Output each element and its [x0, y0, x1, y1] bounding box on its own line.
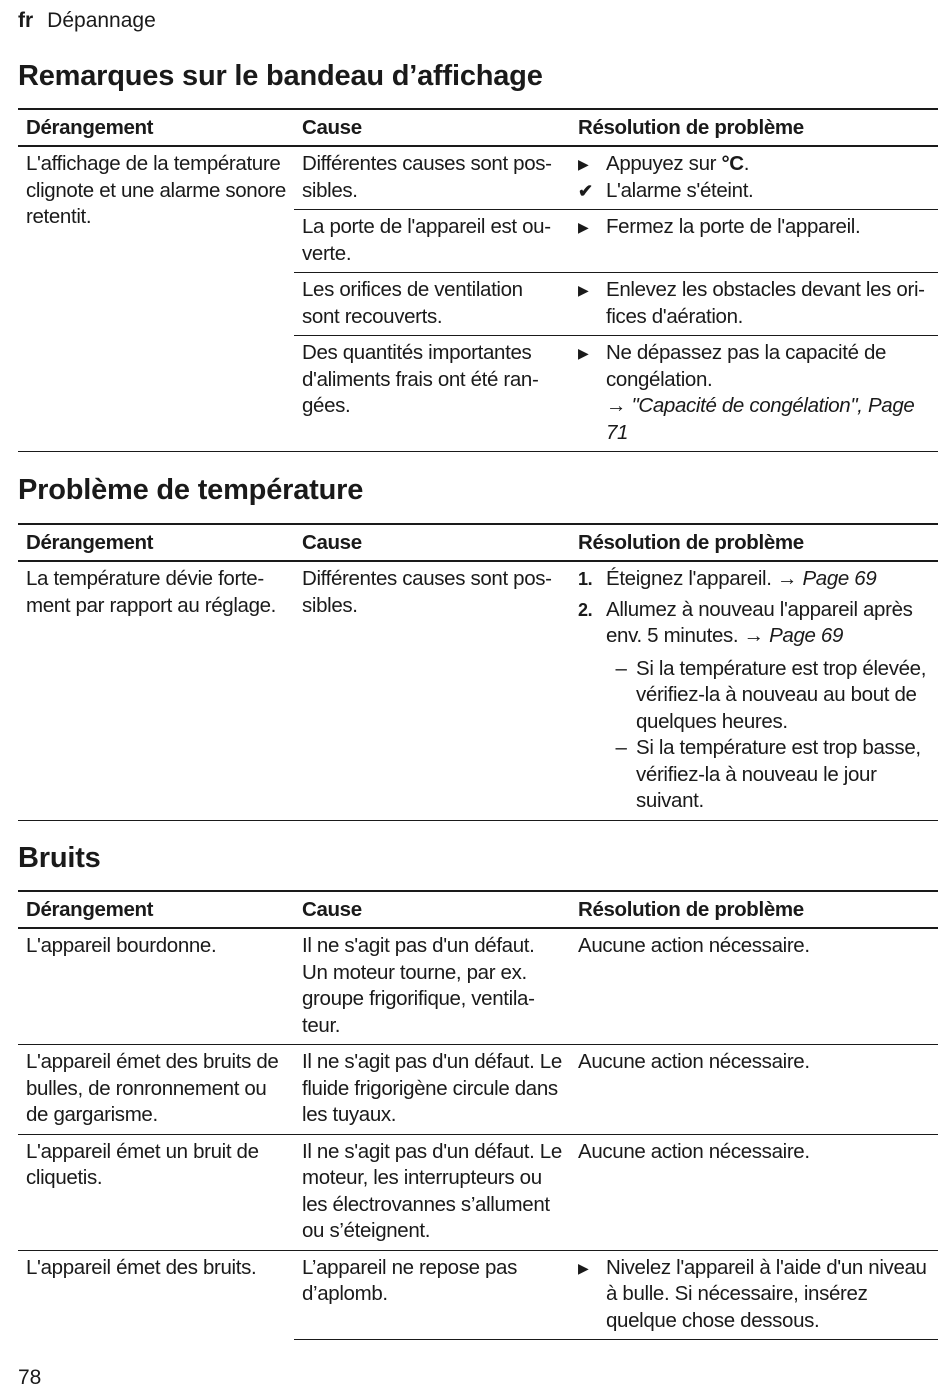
section-name: Dépannage — [47, 9, 156, 32]
solution-cell — [570, 336, 938, 452]
table-row — [18, 1134, 938, 1250]
section-title-display: Remarques sur le bandeau d’affichage — [18, 60, 543, 92]
solution-cell — [570, 146, 938, 210]
header-solution: Résolution de problème — [570, 891, 938, 928]
step-number: 1. — [578, 569, 593, 589]
header-solution: Résolution de problème — [570, 109, 938, 146]
running-header — [18, 9, 156, 33]
solution-text: Fermez la porte de l'appareil. — [606, 215, 861, 238]
result-text: L'alarme s'éteint. — [606, 178, 754, 202]
table-row — [18, 561, 938, 820]
header-fault: Dérangement — [18, 524, 294, 561]
header-solution: Résolution de problème — [570, 524, 938, 561]
triangle-bullet-icon: ▶ — [578, 345, 589, 361]
cause-cell: Il ne s'agit pas d'un défaut. Le moteur, les interrupteurs ou les électrovannes s’allument ou s’éteignent. — [294, 1134, 570, 1250]
page-reference-link[interactable]: → Page 69 — [743, 624, 844, 647]
solution-text-end: . — [743, 152, 750, 175]
header-fault: Dérangement — [18, 891, 294, 928]
triangle-bullet-icon: ▶ — [578, 282, 589, 298]
fault-cell: L'affichage de la température clignote et une alarme sonore retentit. — [18, 146, 294, 452]
dash-bullet-icon: – — [615, 736, 627, 759]
step-text: Allumez à nouveau l'appareil après env. 5 minutes. — [606, 597, 913, 647]
cause-cell: La porte de l'appareil est ouverte. — [294, 210, 570, 273]
solution-cell: Aucune action nécessaire. — [570, 1045, 938, 1135]
solution-text: Nivelez l'appareil à l'aide d'un niveau à bulle. Si nécessaire, insérez quelque chose dessous. — [606, 1255, 927, 1332]
table-row — [18, 146, 938, 210]
solution-cell: Aucune action nécessaire. — [570, 1134, 938, 1250]
noise-table — [18, 890, 938, 1340]
triangle-bullet-icon: ▶ — [578, 1259, 589, 1276]
solution-cell — [570, 273, 938, 336]
display-table — [18, 108, 938, 452]
cause-cell: Il ne s'agit pas d'un défaut. Le fluide frigorigène circule dans les tuyaux. — [294, 1045, 570, 1135]
fault-cell: L'appareil émet des bruits de bulles, de ronronnement ou de gargarisme. — [18, 1045, 294, 1135]
cause-cell: Différentes causes sont possibles. — [294, 561, 570, 820]
solution-cell — [570, 561, 938, 820]
solution-text: Ne dépassez pas la capacité de congélation. — [606, 341, 887, 391]
fault-cell: L'appareil émet des bruits. — [26, 1255, 257, 1279]
cause-cell: Les orifices de ventilation sont recouverts. — [294, 273, 570, 336]
page-number: 78 — [18, 1366, 42, 1389]
header-fault: Dérangement — [18, 109, 294, 146]
page-reference-link[interactable]: → "Capacité de congélation", Page 71 — [606, 394, 915, 444]
solution-cell — [570, 210, 938, 273]
page-reference-link[interactable]: → Page 69 — [776, 567, 877, 590]
sub-step-text: Si la température est trop élevée, vérifiez-la à nouveau au bout de quelques heures. — [636, 656, 927, 733]
triangle-bullet-icon: ▶ — [578, 156, 589, 172]
language-code: fr — [18, 9, 34, 32]
solution-cell: Aucune action nécessaire. — [570, 928, 938, 1045]
table-header-row — [18, 524, 938, 561]
checkmark-icon: ✔ — [578, 180, 593, 201]
table-row — [18, 928, 938, 1045]
table-row — [18, 1045, 938, 1135]
solution-text: Enlevez les obstacles devant les orifices d'aération. — [606, 278, 925, 328]
fault-cell: La température dévie fortement par rapport au réglage. — [18, 561, 294, 820]
fault-cell: L'appareil émet un bruit de cliquetis. — [18, 1134, 294, 1250]
temperature-table — [18, 523, 938, 821]
fault-cell: L'appareil bourdonne. — [18, 928, 294, 1045]
section-title-noise: Bruits — [18, 842, 101, 874]
celsius-key: °C — [721, 152, 744, 175]
sub-step-text: Si la température est trop basse, vérifiez-la à nouveau le jour suivant. — [636, 736, 921, 812]
solution-text: Appuyez sur — [606, 152, 722, 175]
table-header-row — [18, 891, 938, 928]
triangle-bullet-icon: ▶ — [578, 219, 589, 235]
step-text: Éteignez l'appareil. — [606, 567, 772, 590]
cause-cell: Il ne s'agit pas d'un défaut. Un moteur tourne, par ex. groupe frigorifique, ventilateur. — [294, 928, 570, 1045]
header-cause: Cause — [294, 109, 570, 146]
cause-cell: Différentes causes sont possibles. — [294, 146, 570, 210]
cause-cell: Des quantités importantes d'aliments frais ont été rangées. — [294, 336, 570, 452]
header-cause: Cause — [294, 891, 570, 928]
dash-bullet-icon: – — [615, 656, 627, 680]
table-header-row — [18, 109, 938, 146]
step-number: 2. — [578, 599, 593, 620]
solution-cell — [570, 1250, 938, 1340]
cause-cell: L’appareil ne repose pas d’aplomb. — [294, 1250, 570, 1340]
header-cause: Cause — [294, 524, 570, 561]
table-row — [18, 1250, 938, 1340]
section-title-temperature: Problème de température — [18, 474, 364, 506]
